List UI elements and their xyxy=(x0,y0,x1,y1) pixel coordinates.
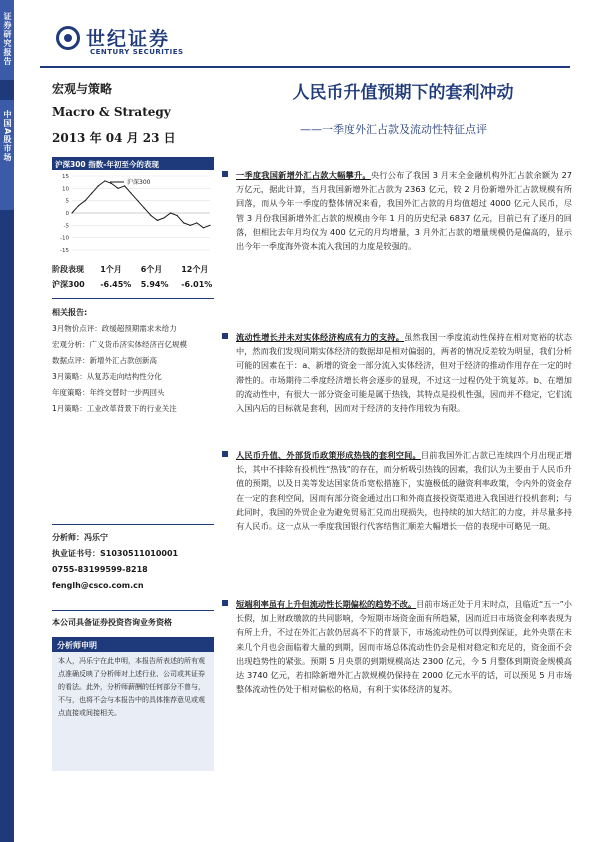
index-chart-header: 沪深300 指数-年初至今的表现 xyxy=(52,157,214,170)
perf-header-stage: 阶段表现 xyxy=(52,265,84,274)
side-label-market: 中国A股市场 xyxy=(3,110,12,163)
related-item[interactable]: 3月物价点评：政缓超预期需求未给力 xyxy=(52,324,177,333)
report-date: 2013 年 04 月 23 日 xyxy=(52,131,176,145)
chart-point xyxy=(104,180,105,181)
paragraph-4 xyxy=(236,597,572,696)
qualification-note: 本公司具备证券投资咨询业务资格 xyxy=(52,618,172,627)
paragraph-3 xyxy=(236,448,572,533)
related-item[interactable]: 1月策略：工业改革背景下的行业关注 xyxy=(52,404,177,413)
paragraph-text: 虽然我国一季度流动性保持在相对宽裕的状态中，然而我们发现同期实体经济的数据却是相对偏弱的，两者的情况反差较为明显，我们分析可能的因素在于：a、新增的资金一部分流入实体经济，但对于经济的推动作用存在一定的时滞性的。市场期待二季度经济增长将会逐步的显现，不过这一过程仍处于筑复苏。b、在增加的流动性中，有很大一部分资金可能是属于热钱，其特点是投机性强，因而并不稳定，它们流入国内后的目标就是套利，因而对于经济的支持作用较为有限。 xyxy=(236,332,572,414)
chart-y-tick-label: 5 xyxy=(65,198,69,205)
related-item[interactable]: 年度策略：年终交替时一步两回头 xyxy=(52,388,165,397)
index-chart-svg xyxy=(52,170,214,256)
perf-6m-value: 5.94% xyxy=(140,280,169,289)
chart-point xyxy=(98,185,99,186)
analyst-name: 分析师：冯乐宁 xyxy=(52,533,108,542)
paragraph-text: 目前市场正处于月末时点，且临近“五一”小长假，加上财政缴款的共同影响，令短期市场资金面有所趋紧，因而近日市场资金利率表现为有所上升，不过在外汇占款仍居高不下的背景下，市场流动性仍可以得到保证，此外央票在未来几个月也会面临着大量的到期，因而市场总体流动性仍会是相对稳定和充足的，资金面不会出现趋势性的紧张。预期 5 月央票的到期规模高达 2300 亿元，今 5 月整体到期资金规模高达 3740 亿元，若扣除新增外汇占款规模仍保持在 2000 亿元水平的话，可以预见 5 月市场整体流动性仍处于相对偏松的格局，有利于实体经济的复苏。 xyxy=(236,599,572,695)
chart-y-tick-label: 10 xyxy=(62,186,69,193)
chart-y-tick-label: 0 xyxy=(65,211,69,217)
chart-point xyxy=(124,185,125,186)
chart-point xyxy=(144,207,145,208)
paragraph-1 xyxy=(236,168,572,253)
chart-point xyxy=(209,225,210,226)
perf-1m-value: -6.45% xyxy=(100,280,132,289)
analyst-phone: 0755-83199599-8218 xyxy=(52,565,148,574)
logo-text-cn: 世纪证券 xyxy=(86,28,171,50)
paragraph-lead: 人民币升值、外部货币政策形成热钱的套利空间。 xyxy=(236,450,421,460)
chart-point xyxy=(203,227,204,228)
analyst-email[interactable]: fenglh@csco.com.cn xyxy=(52,581,144,590)
related-item[interactable]: 数据点评：新增外汇占款创新高 xyxy=(52,356,157,365)
category-cn: 宏观与策略 xyxy=(52,82,113,96)
chart-point xyxy=(183,222,184,223)
related-reports xyxy=(52,307,214,417)
analyst-cert: 执业证书号：S1030511010001 xyxy=(52,549,179,558)
paragraph-lead: 流动性增长并未对实体经济构成有力的支持。 xyxy=(236,332,405,342)
divider-related xyxy=(52,298,214,299)
perf-index-name: 沪深300 xyxy=(52,280,85,289)
paragraph-lead: 一季度我国新增外汇占款大幅攀升。 xyxy=(236,170,371,180)
related-item[interactable]: 宏观分析：广义货币济实体经济百亿规模 xyxy=(52,340,187,349)
perf-header-1m: 1个月 xyxy=(100,265,122,274)
chart-point xyxy=(196,222,197,223)
chart-y-tick-label: -5 xyxy=(63,223,69,230)
bullet-square-icon xyxy=(222,171,228,177)
logo-icon xyxy=(56,26,80,50)
perf-12m-value: -6.01% xyxy=(181,280,213,289)
analyst-declaration xyxy=(52,637,214,771)
chart-y-tick-label: -10 xyxy=(60,235,69,242)
bullet-square-icon xyxy=(222,600,228,606)
performance-header-row xyxy=(52,262,214,277)
index-chart xyxy=(52,157,214,257)
chart-point xyxy=(157,220,158,221)
chart-point xyxy=(131,193,132,194)
chart-point xyxy=(91,193,92,194)
chart-point xyxy=(177,215,178,216)
bullet-square-icon xyxy=(222,451,228,457)
perf-header-6m: 6个月 xyxy=(140,265,163,274)
chart-series-line xyxy=(72,181,210,228)
chart-legend-label: 沪深300 xyxy=(127,179,151,186)
chart-point xyxy=(137,200,138,201)
performance-data-row xyxy=(52,277,214,292)
analyst-info xyxy=(52,530,214,594)
chart-point xyxy=(163,217,164,218)
chart-point xyxy=(78,205,79,206)
chart-point xyxy=(71,212,72,213)
chart-point xyxy=(170,212,171,213)
chart-y-tick-label: 15 xyxy=(62,174,69,180)
performance-table xyxy=(52,262,214,292)
chart-point xyxy=(117,188,118,189)
header-divider xyxy=(40,66,570,68)
bullet-square-icon xyxy=(222,333,228,339)
paragraph-text: 央行公布了我国 3 月末全金融机构外汇占款余额为 27 万亿元，据此计算，当月我国新增外汇占款为 2363 亿元，较 2 月份新增外汇占款规模有所回落，而从今年一季度的整体情况来看，我国外汇占款的月均值超过 4000 亿元人民币，尽管 3 月份我国新增外汇占款的规模由今年 1 月的历史纪录 6837 亿元，目前已有了逐月的回落，但相比去年月均仅为 400 亿元的月均增量，3 月外汇占款的增量规模仍是偏高的，显示出今年一季度海外资本流入我国的力度是较强的。 xyxy=(236,170,572,252)
paragraph-2 xyxy=(236,330,572,415)
declaration-title: 分析师申明 xyxy=(52,637,214,652)
declaration-body: 本人，冯乐宁在此申明，本报告所表述的所有观点准确反映了分析师对上述行业、公司或其证券的看法。此外，分析师薪酬的任何部分不曾与，不与，也将不会与本报告中的具体推荐意见或观点直接或间接相关。 xyxy=(58,657,205,717)
related-item[interactable]: 3月策略：从复苏走向结构性分化 xyxy=(52,372,162,381)
related-title: 相关报告: xyxy=(52,308,88,317)
paragraph-text: 目前我国外汇占款已连续四个月出现正增长，其中不排除有投机性“热钱”的存在，而分析吸引热钱的因素，我们认为主要由于人民币升值的预期，以及日美等发达国家货币宽松措施下，实施极低的融资利率政策，令内外的资金存在一定的套利空间，因而有部分资金通过出口和外商直接投资渠道进入我国进行投机套利；与此同时，我国的外贸企业为避免贸易汇兑而出现损失，也持续的加大结汇的力度，并尽量多持有人民币。这一点从一季度我国银行代客结售汇顺差大幅增长一倍的表现中可略见一斑。 xyxy=(236,450,572,532)
chart-point xyxy=(190,225,191,226)
chart-point xyxy=(111,183,112,184)
divider-analyst xyxy=(52,524,214,525)
chart-y-tick-label: -15 xyxy=(60,248,69,254)
chart-point xyxy=(85,200,86,201)
paragraph-lead: 短端利率虽有上升但流动性长期偏松的趋势不改。 xyxy=(236,599,417,609)
report-subtitle: ——一季度外汇占款及流动性特征点评 xyxy=(300,123,487,136)
category-en: Macro & Strategy xyxy=(52,105,171,119)
perf-header-12m: 12个月 xyxy=(181,265,209,274)
divider-qualification xyxy=(52,610,214,611)
report-title: 人民币升值预期下的套利冲动 xyxy=(292,83,514,103)
side-label-report: 证券研究报告 xyxy=(3,12,12,66)
logo-text-en: CENTURY SECURITIES xyxy=(90,48,184,56)
chart-point xyxy=(150,215,151,216)
